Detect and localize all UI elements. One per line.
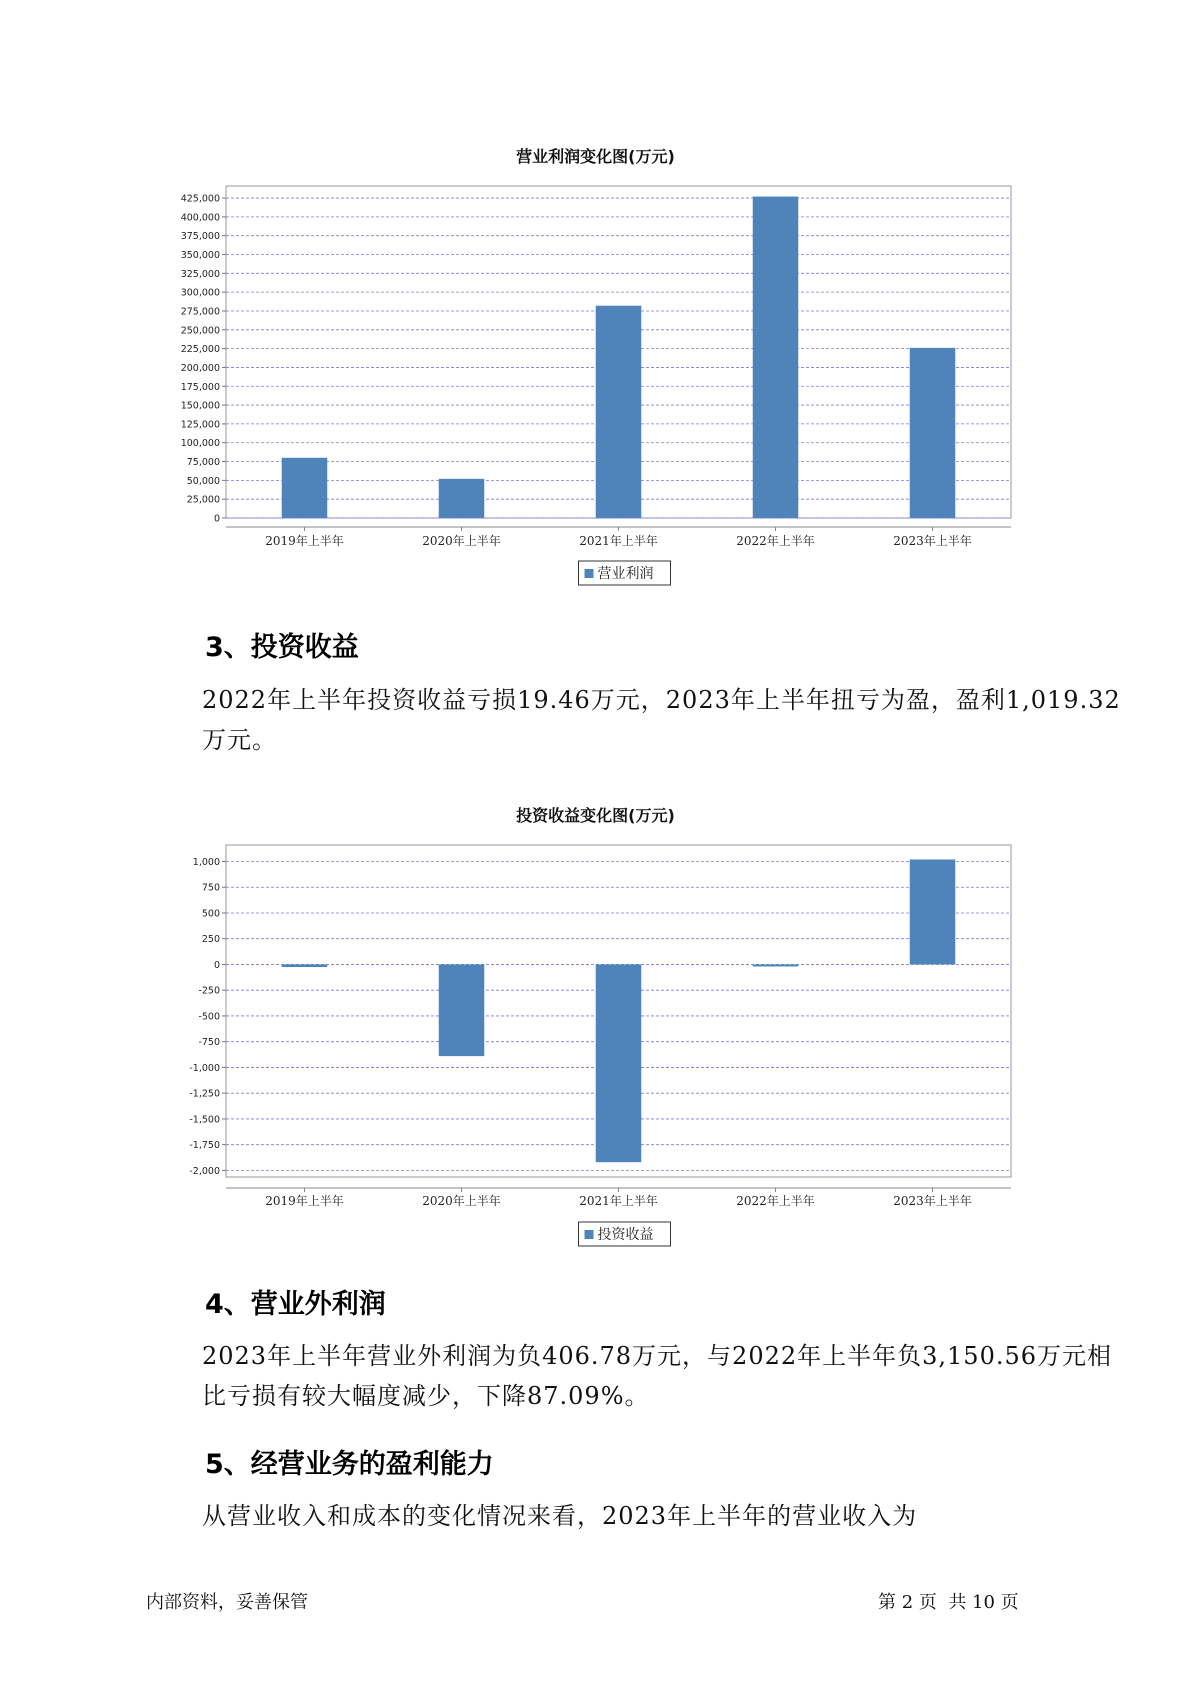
section-5-paragraph: 从营业收入和成本的变化情况来看，2023年上半年的营业收入为 [202, 1502, 918, 1530]
y-tick-label: 200,000 [180, 362, 220, 374]
y-tick-label: 50,000 [186, 475, 220, 487]
legend-label: 营业利润 [597, 566, 654, 582]
y-tick-label: -250 [198, 985, 220, 997]
chart1-title: 营业利润变化图(万元) [516, 147, 675, 166]
x-tick-label: 2022年上半年 [736, 534, 815, 548]
x-tick-label: 2019年上半年 [265, 534, 344, 548]
bar [596, 964, 642, 1162]
bar [439, 964, 485, 1056]
footer-page-number: 第 2 页 共 10 页 [878, 1592, 1019, 1613]
section-3-heading: 3、投资收益 [205, 632, 359, 663]
bar [753, 964, 799, 966]
y-tick-label: 350,000 [180, 250, 220, 262]
section-4-heading: 4、营业外利润 [205, 1289, 386, 1320]
y-tick-label: 0 [213, 959, 220, 971]
legend-swatch [585, 1230, 594, 1239]
bar [282, 964, 328, 967]
x-tick-label: 2023年上半年 [893, 534, 972, 548]
y-tick-label: 750 [201, 882, 220, 894]
y-tick-label: 150,000 [180, 400, 220, 412]
y-tick-label: 250 [201, 934, 220, 946]
footer-confidential-note: 内部资料，妥善保管 [146, 1592, 308, 1613]
y-tick-label: 25,000 [186, 494, 220, 506]
chart2-title: 投资收益变化图(万元) [516, 806, 675, 825]
bar [910, 859, 956, 964]
y-tick-label: 425,000 [180, 193, 220, 205]
y-tick-label: 400,000 [180, 212, 220, 224]
y-tick-label: 250,000 [180, 325, 220, 337]
y-tick-label: -500 [198, 1011, 220, 1023]
x-tick-label: 2023年上半年 [893, 1194, 972, 1208]
y-tick-label: 125,000 [180, 419, 220, 431]
section-3-paragraph: 2022年上半年投资收益亏损19.46万元，2023年上半年扭亏为盈，盈利1,019.32万元。 [202, 686, 1121, 754]
section-4-paragraph: 2023年上半年营业外利润为负406.78万元，与2022年上半年负3,150.56万元相比亏损有较大幅度减少，下降87.09%。 [202, 1342, 1113, 1410]
y-tick-label: -1,500 [189, 1114, 220, 1126]
y-tick-label: 375,000 [180, 231, 220, 243]
x-tick-label: 2022年上半年 [736, 1194, 815, 1208]
y-tick-label: 1,000 [192, 856, 220, 868]
y-tick-label: -1,750 [189, 1140, 220, 1152]
y-tick-label: 500 [201, 908, 220, 920]
y-tick-label: 75,000 [186, 457, 220, 469]
y-tick-label: 300,000 [180, 287, 220, 299]
section-5-heading: 5、经营业务的盈利能力 [205, 1449, 494, 1480]
y-tick-label: 100,000 [180, 438, 220, 450]
x-tick-label: 2021年上半年 [579, 1194, 658, 1208]
x-tick-label: 2021年上半年 [579, 534, 658, 548]
y-tick-label: 175,000 [180, 381, 220, 393]
y-tick-label: -2,000 [189, 1165, 220, 1177]
y-tick-label: 325,000 [180, 268, 220, 280]
x-tick-label: 2020年上半年 [422, 534, 501, 548]
y-tick-label: 225,000 [180, 344, 220, 356]
y-tick-label: -1,250 [189, 1088, 220, 1100]
y-tick-label: -1,000 [189, 1062, 220, 1074]
legend-label: 投资收益 [597, 1227, 654, 1243]
x-tick-label: 2019年上半年 [265, 1194, 344, 1208]
y-tick-label: -750 [198, 1037, 220, 1049]
x-tick-label: 2020年上半年 [422, 1194, 501, 1208]
y-tick-label: 0 [213, 513, 220, 525]
y-tick-label: 275,000 [180, 306, 220, 318]
